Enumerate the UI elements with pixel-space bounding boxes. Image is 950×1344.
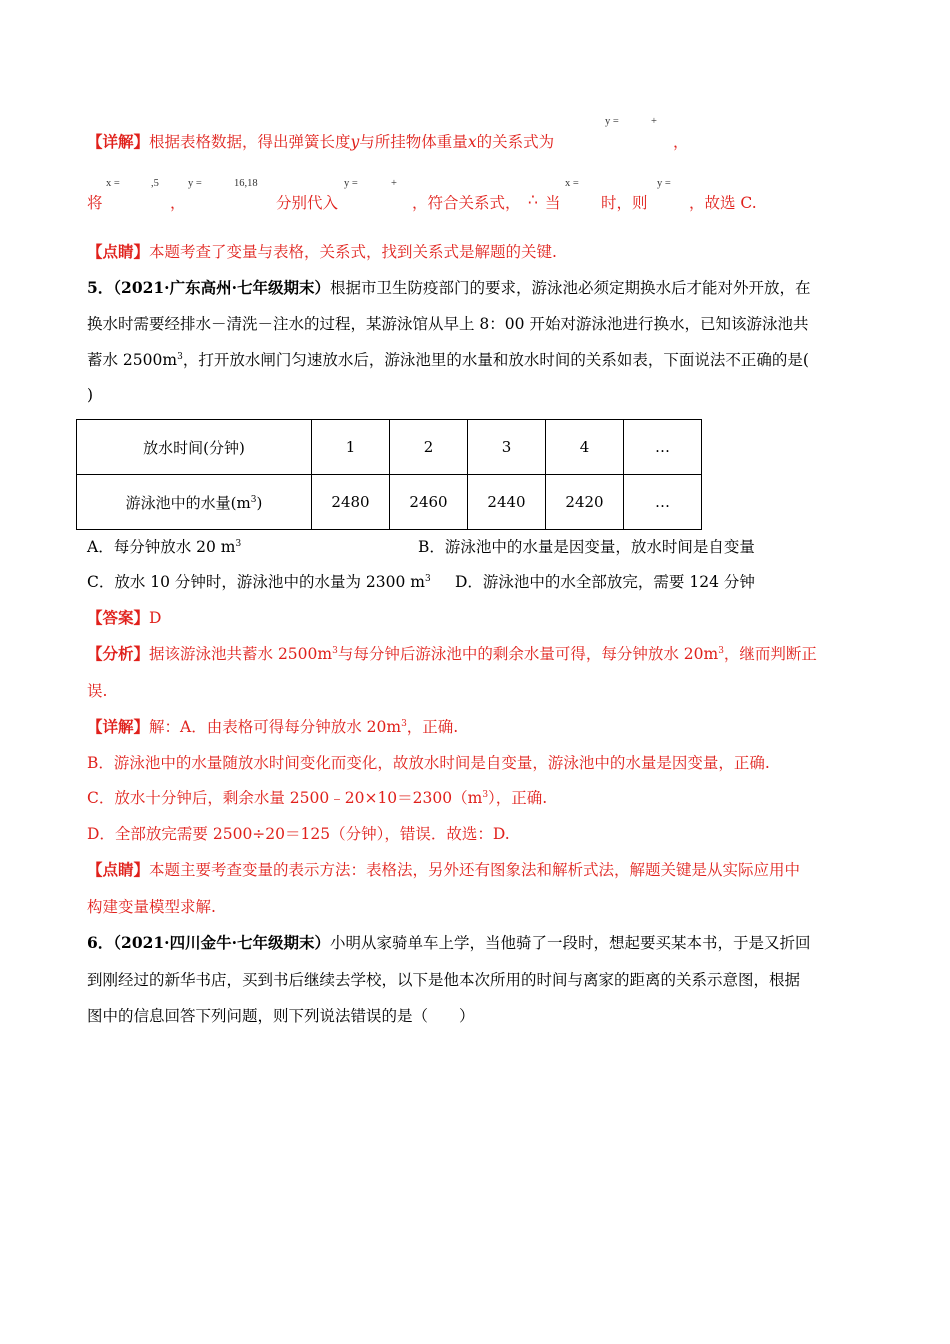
formula2-y-eq: y = bbox=[344, 178, 358, 189]
analysis-text-b: 与每分钟后游泳池中的剩余水量可得，每分钟放水 20m bbox=[337, 645, 719, 663]
table-header: 放水时间(分钟) bbox=[77, 420, 312, 475]
q5-line3-text: 蓄水 2500m bbox=[87, 351, 178, 369]
fit-text: ，符合关系式， bbox=[412, 194, 521, 212]
superscript: 3 bbox=[177, 352, 183, 362]
q6-line2: 到刚经过的新华书店，买到书后继续去学校，以下是他本次所用的时间与离家的距离的关系示意图，根据 bbox=[87, 971, 801, 989]
detail-line-d: D．全部放完需要 2500÷20＝125（分钟），错误．故选：D. bbox=[87, 825, 510, 843]
detail-line-b: B．游泳池中的水量随放水时间变化而变化，故放水时间是自变量，游泳池中的水量是因变量，正确. bbox=[87, 754, 770, 772]
q5-comment-line2: 构建变量模型求解. bbox=[87, 898, 216, 916]
comma-2: ， bbox=[170, 194, 186, 212]
detail-line-c bbox=[87, 786, 547, 808]
table-cell: … bbox=[624, 420, 702, 475]
option-c-text: C．放水 10 分钟时，游泳池中的水量为 2300 m bbox=[87, 573, 425, 591]
q4-detail-line1 bbox=[87, 130, 554, 152]
comment-tag: 【点睛】 bbox=[87, 242, 150, 261]
superscript: 3 bbox=[250, 494, 257, 505]
q4-comment bbox=[87, 240, 557, 262]
table-cell: 2460 bbox=[390, 475, 468, 530]
var-x: x bbox=[467, 133, 477, 151]
formula-plus: + bbox=[651, 116, 657, 127]
option-a bbox=[87, 535, 241, 557]
then-text: 时，则 bbox=[601, 194, 648, 212]
superscript: 3 bbox=[424, 574, 431, 584]
formula-comma: ， bbox=[673, 133, 689, 151]
table-cell: 2480 bbox=[312, 475, 390, 530]
question-number: 5． bbox=[87, 278, 114, 297]
when-x-eq: x = bbox=[565, 178, 579, 189]
table-cell: 2440 bbox=[468, 475, 546, 530]
table-cell: … bbox=[624, 475, 702, 530]
comment-text: 本题主要考查变量的表示方法：表格法，另外还有图象法和解析式法，解题关键是从实际应用中 bbox=[149, 861, 801, 879]
formula2-plus: + bbox=[391, 178, 397, 189]
table-cell: 4 bbox=[546, 420, 624, 475]
question-source: （2021·四川金牛·七年级期末） bbox=[113, 933, 330, 952]
detail-end: ，故选 C. bbox=[689, 194, 757, 212]
detail-c-end: ），正确. bbox=[488, 789, 548, 807]
comment-tag: 【点睛】 bbox=[87, 860, 150, 879]
q5-line3 bbox=[87, 348, 809, 370]
q5-line1 bbox=[87, 276, 811, 298]
answer-line bbox=[87, 606, 161, 628]
analysis-line1 bbox=[87, 642, 817, 664]
detail-tag: 【详解】 bbox=[87, 717, 150, 736]
var-y: y bbox=[350, 133, 360, 151]
question-source: （2021·广东高州·七年级期末） bbox=[113, 278, 330, 297]
q5-line3-text-b: ，打开放水闸门匀速放水后，游泳池里的水量和放水时间的关系如表，下面说法不正确的是( bbox=[182, 351, 809, 369]
analysis-line2: 误. bbox=[87, 682, 108, 700]
table-header bbox=[77, 475, 312, 530]
q5-comment-line1 bbox=[87, 858, 800, 880]
superscript: 3 bbox=[235, 539, 242, 549]
data-table bbox=[76, 419, 702, 530]
option-d: D．游泳池中的水全部放完，需要 124 分钟 bbox=[455, 573, 755, 591]
answer-tag: 【答案】 bbox=[87, 608, 150, 627]
question-text: 根据市卫生防疫部门的要求，游泳池必须定期换水后才能对外开放，在 bbox=[329, 279, 811, 297]
table-cell: 3 bbox=[468, 420, 546, 475]
superscript: 3 bbox=[482, 790, 489, 800]
superscript: 3 bbox=[718, 646, 724, 656]
question-text: 小明从家骑单车上学，当他骑了一段时，想起要买某本书，于是又折回 bbox=[329, 934, 811, 952]
table-cell: 2 bbox=[390, 420, 468, 475]
table-header-text: 游泳池中的水量(m bbox=[125, 493, 251, 512]
when-text: 当 bbox=[545, 194, 561, 212]
q5-line4: ) bbox=[87, 386, 94, 404]
detail-text-end: 的关系式为 bbox=[476, 133, 555, 151]
detail-line-a bbox=[87, 715, 458, 737]
analysis-text-c: ，继而判断正 bbox=[723, 645, 817, 663]
answer-value: D bbox=[149, 609, 162, 627]
then-y-eq: y = bbox=[657, 178, 671, 189]
comment-text: 本题考查了变量与表格，关系式，找到关系式是解题的关键. bbox=[149, 243, 557, 261]
detail-text-mid: 与所挂物体重量 bbox=[359, 133, 468, 151]
detail-c-text: C．放水十分钟后，剩余水量 2500﹣20×10＝2300（m bbox=[87, 789, 483, 807]
analysis-tag: 【分析】 bbox=[87, 644, 150, 663]
analysis-text: 据该游泳池共蓄水 2500m bbox=[149, 645, 333, 663]
y-vals: 16,18 bbox=[234, 178, 258, 189]
q6-line1 bbox=[87, 931, 811, 953]
superscript: 3 bbox=[401, 719, 407, 729]
x-vals: ,5 bbox=[151, 178, 159, 189]
option-b: B．游泳池中的水量是因变量，放水时间是自变量 bbox=[418, 538, 755, 556]
q5-line2: 换水时需要经排水－清洗－注水的过程，某游泳馆从早上 8：00 开始对游泳池进行换水，已知该游泳池共 bbox=[87, 315, 809, 333]
therefore-symbol: ∴ bbox=[528, 191, 538, 209]
table-cell: 2420 bbox=[546, 475, 624, 530]
table-row bbox=[77, 475, 702, 530]
substitute-text: 分别代入 bbox=[276, 194, 339, 212]
x-eq: x = bbox=[106, 178, 120, 189]
q6-line3: 图中的信息回答下列问题，则下列说法错误的是（ ） bbox=[87, 1007, 475, 1025]
detail-line2-start: 将 bbox=[87, 194, 103, 212]
table-header-paren: ) bbox=[256, 493, 263, 512]
detail-tag: 【详解】 bbox=[87, 132, 150, 151]
detail-a-text: 解：A．由表格可得每分钟放水 20m bbox=[149, 718, 402, 736]
option-a-text: A．每分钟放水 20 m bbox=[87, 538, 236, 556]
detail-text: 根据表格数据，得出弹簧长度 bbox=[149, 133, 351, 151]
question-number: 6． bbox=[87, 933, 114, 952]
y-eq: y = bbox=[188, 178, 202, 189]
formula-y-eq: y = bbox=[605, 116, 619, 127]
table-cell: 1 bbox=[312, 420, 390, 475]
superscript: 3 bbox=[332, 646, 338, 656]
table-row bbox=[77, 420, 702, 475]
detail-a-end: ，正确. bbox=[406, 718, 459, 736]
option-c bbox=[87, 570, 431, 592]
